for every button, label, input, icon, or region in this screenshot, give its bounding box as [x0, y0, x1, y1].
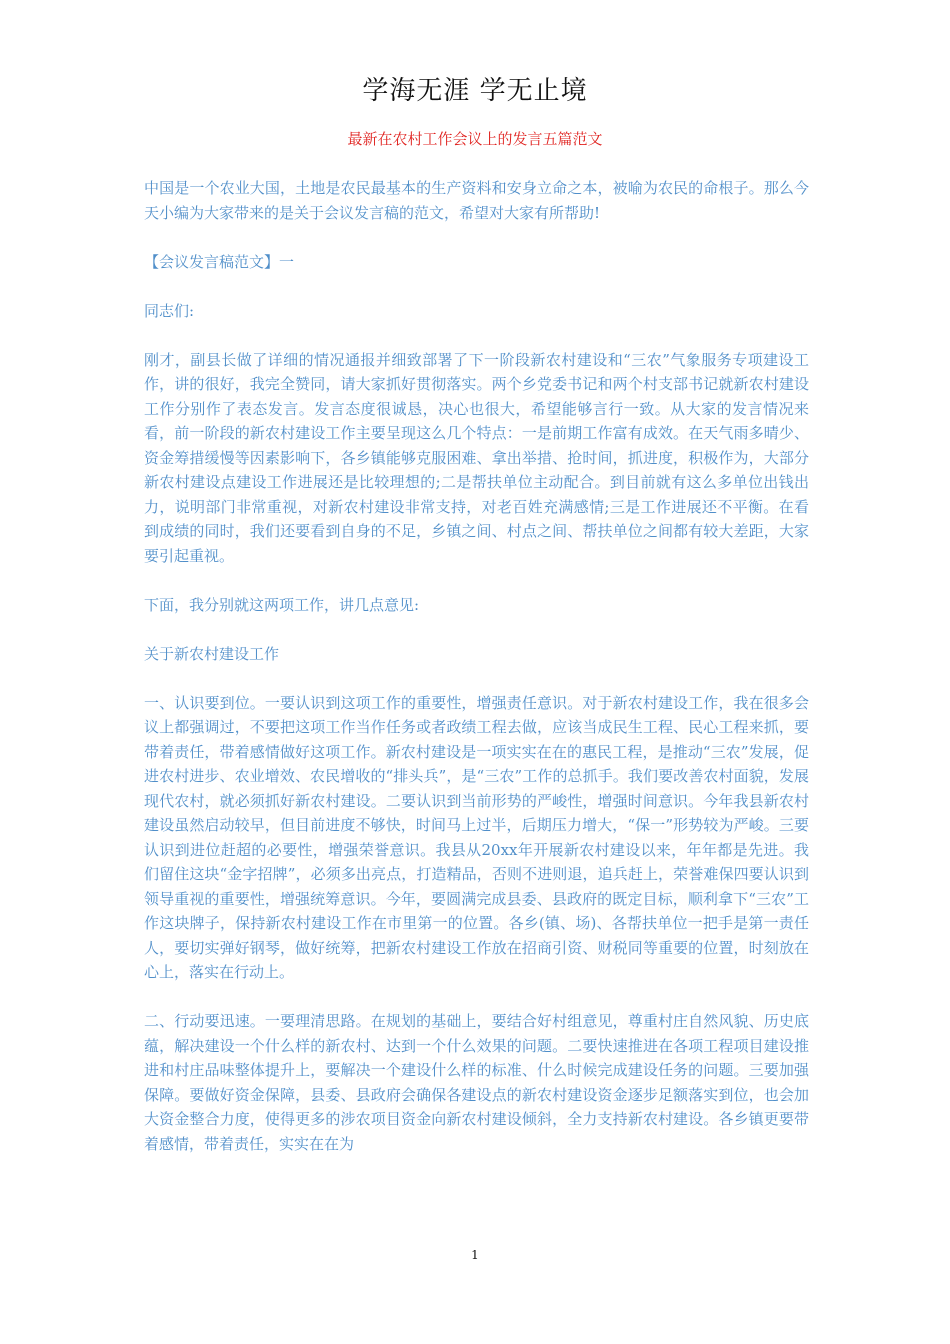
subsection-heading: 关于新农村建设工作: [144, 644, 280, 663]
body-paragraph: 下面，我分别就这两项工作，讲几点意见:: [144, 595, 420, 614]
section-heading: 【会议发言稿范文】一: [144, 252, 295, 271]
body-paragraph: 刚才，副县长做了详细的情况通报并细致部署了下一阶段新农村建设和“三农”气象服务专项建设工作，讲的很好，我完全赞同，请大家抓好贯彻落实。两个乡党委书记和两个村支部书记就新农村建设工作分别作了表态发言。发言态度很诚恳，决心也很大，希望能够言行一致。从大家的发言情况来看，前一阶段的新农村建设工作主要呈现这么几个特点：一是前期工作富有成效。在天气雨多晴少、资金筹措缓慢等因素影响下，各乡镇能够克服困难、拿出举措、抢时间，抓进度，积极作为，大部分新农村建设点建设工作进展还是比较理想的;二是帮扶单位主动配合。到目前就有这么多单位出钱出力，说明部门非常重视，对新农村建设非常支持，对老百姓充满感情;三是工作进展还不平衡。在看到成绩的同时，我们还要看到自身的不足，乡镇之间、村点之间、帮扶单位之间都有较大差距，大家要引起重视。: [144, 350, 809, 565]
document-body: [144, 176, 809, 1181]
salutation: 同志们:: [144, 301, 195, 320]
page-header-motto: 学海无涯 学无止境: [362, 76, 588, 106]
intro-paragraph: 中国是一个农业大国，土地是农民最基本的生产资料和安身立命之本，被喻为农民的命根子。那么今天小编为大家带来的是关于会议发言稿的范文，希望对大家有所帮助!: [144, 179, 809, 222]
page-number: 1: [471, 1248, 479, 1262]
body-paragraph: 一、认识要到位。一要认识到这项工作的重要性，增强责任意识。对于新农村建设工作，我在很多会议上都强调过，不要把这项工作当作任务或者政绩工程去做，应该当成民生工程、民心工程来抓，要带着责任，带着感情做好这项工作。新农村建设是一项实实在在的惠民工程，是推动“三农”发展，促进农村进步、农业增效、农民增收的“排头兵”，是“三农”工作的总抓手。我们要改善农村面貌，发展现代农村，就必须抓好新农村建设。二要认识到当前形势的严峻性，增强时间意识。今年我县新农村建设虽然启动较早，但目前进度不够快，时间马上过半，后期压力增大，“保一”形势较为严峻。三要认识到进位赶超的必要性，增强荣誉意识。我县从20xx年开展新农村建设以来，年年都是先进。我们留住这块“金字招牌”，必须多出亮点，打造精品，否则不进则退，追兵赶上，荣誉难保四要认识到领导重视的重要性，增强统筹意识。今年，要圆满完成县委、县政府的既定目标，顺利拿下“三农”工作这块牌子，保持新农村建设工作在市里第一的位置。各乡(镇、场)、各帮扶单位一把手是第一责任人，要切实弹好钢琴，做好统筹，把新农村建设工作放在招商引资、财税同等重要的位置，时刻放在心上，落实在行动上。: [144, 693, 809, 981]
document-title: 最新在农村工作会议上的发言五篇范文: [347, 130, 603, 148]
body-paragraph: 二、行动要迅速。一要理清思路。在规划的基础上，要结合好村组意见，尊重村庄自然风貌、历史底蕴，解决建设一个什么样的新农村、达到一个什么效果的问题。二要快速推进在各项工程项目建设推进和村庄品味整体提升上，要解决一个建设什么样的标准、什么时候完成建设任务的问题。三要加强保障。要做好资金保障，县委、县政府会确保各建设点的新农村建设资金逐步足额落实到位，也会加大资金整合力度，使得更多的涉农项目资金向新农村建设倾斜，全力支持新农村建设。各乡镇更要带着感情，带着责任，实实在在为: [144, 1012, 809, 1153]
